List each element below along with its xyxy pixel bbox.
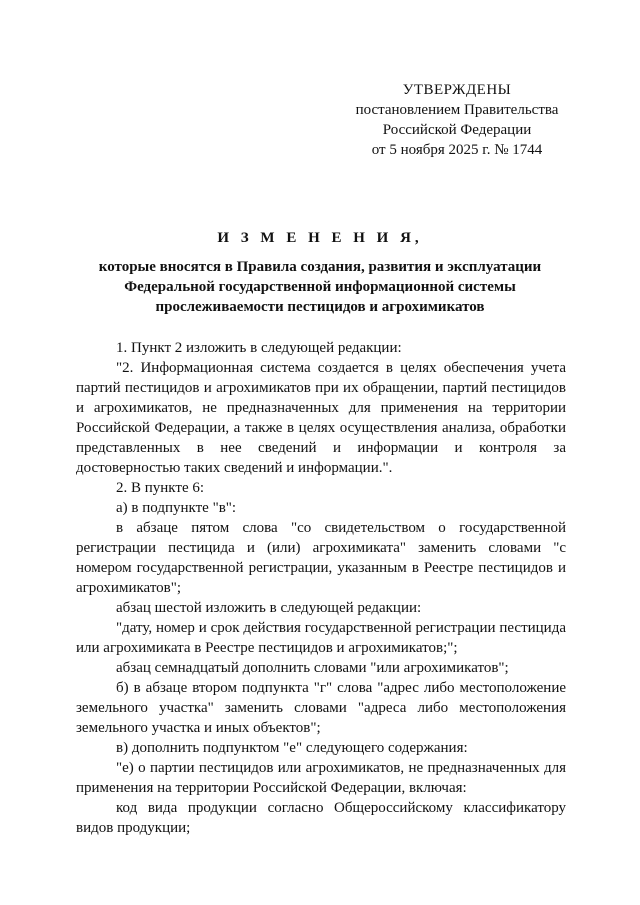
approval-date-line: от 5 ноября 2025 г. № 1744 [371,142,543,158]
paragraph: в) дополнить подпунктом "е" следующего содержания: [116,740,468,756]
approval-line: постановлением Правительства [355,102,559,118]
approval-stamp [330,80,584,160]
approval-heading: УТВЕРЖДЕНЫ [402,82,512,98]
paragraph: б) в абзаце втором подпункта "г" слова "адрес либо местоположение земельного участка" заменить словами "адреса либо местоположения земельного участка и иных объектов"; [76,680,566,736]
document-title: И З М Е Н Е Н И Я, [217,230,423,246]
paragraph: "е) о партии пестицидов или агрохимикатов, не предназначенных для применения на территории Российской Федерации, включая: [76,760,566,796]
paragraph: абзац семнадцатый дополнить словами "или агрохимикатов"; [116,660,509,676]
paragraph: а) в подпункте "в": [116,500,237,516]
approval-line: Российской Федерации [382,122,532,138]
document-subtitle: которые вносятся в Правила создания, развития и эксплуатации Федеральной государственной информационной системы прослеживаемости пестицидов и агрохимикатов [98,259,542,315]
paragraph: в абзаце пятом слова "со свидетельством о государственной регистрации пестицида и (или) агрохимиката" заменить словами "с номером государственной регистрации, указанным в Реестре пестицидов и агрохимикатов"; [76,520,566,596]
paragraph: код вида продукции согласно Общероссийскому классификатору видов продукции; [76,800,566,836]
document-body [76,338,566,838]
paragraph: 1. Пункт 2 изложить в следующей редакции: [116,340,402,356]
paragraph: абзац шестой изложить в следующей редакции: [116,600,422,616]
paragraph: "дату, номер и срок действия государственной регистрации пестицида или агрохимиката в Реестре пестицидов и агрохимикатов;"; [76,620,566,656]
paragraph: "2. Информационная система создается в целях обеспечения учета партий пестицидов и агрохимикатов при их обращении, партий пестицидов и агрохимикатов, не предназначенных для применения на территории Российской Федерации, а также в целях осуществления анализа, обработки представленных в нее сведений и информации и контроля за достоверностью таких сведений и информации.". [76,360,566,476]
paragraph: 2. В пункте 6: [116,480,205,496]
document-title-block [70,228,570,317]
